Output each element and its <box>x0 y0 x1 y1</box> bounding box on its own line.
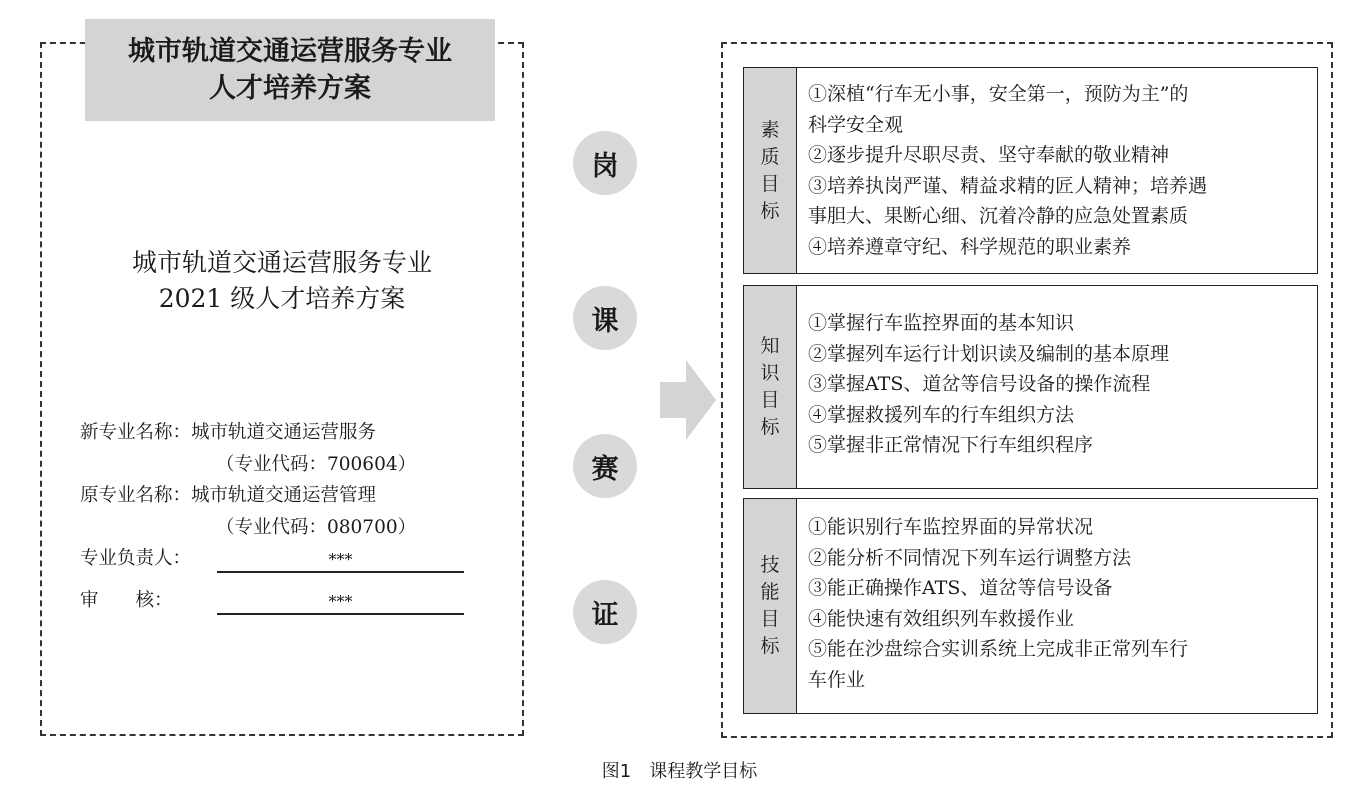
right-arrow-icon <box>660 360 716 440</box>
skill-goals-box <box>743 498 1318 714</box>
cover-header-line-2: 人才培养方案 <box>209 73 371 104</box>
list-item: 科学安全观 <box>808 113 904 136</box>
list-item: ①能识别行车监控界面的异常状况 <box>808 516 1094 538</box>
quality-goals-list <box>808 79 1313 262</box>
list-item: ③能正确操作ATS、道岔等信号设备 <box>808 577 1113 599</box>
circle-competition: 赛 <box>573 434 637 498</box>
quality-goals-label: 素 质 目 标 <box>744 68 797 273</box>
list-item: ④能快速有效组织列车救援作业 <box>808 607 1075 630</box>
new-major-code: （专业代码：700604） <box>216 454 417 475</box>
old-major-name-row <box>80 484 376 508</box>
document-title-line-1: 城市轨道交通运营服务专业 <box>131 248 432 277</box>
knowledge-goals-box <box>743 285 1318 489</box>
list-item: ④掌握救援列车的行车组织方法 <box>808 403 1075 426</box>
circle-certificate: 证 <box>573 580 637 644</box>
list-item: ③培养执岗严谨、精益求精的匠人精神；培养遇 <box>808 174 1208 197</box>
figure-caption: 图1 课程教学目标 <box>601 761 758 782</box>
skill-goals-label: 技 能 目 标 <box>744 499 797 713</box>
new-major-name-value: 城市轨道交通运营服务 <box>191 422 377 443</box>
list-item: ②逐步提升尽职尽责、坚守奉献的敬业精神 <box>808 144 1170 166</box>
old-major-name-value: 城市轨道交通运营管理 <box>191 485 377 506</box>
cover-header-box <box>85 19 495 121</box>
list-item: ④培养遵章守纪、科学规范的职业素养 <box>808 235 1132 258</box>
knowledge-goals-label: 知 识 目 标 <box>744 286 797 488</box>
list-item: ⑤掌握非正常情况下行车组织程序 <box>808 434 1094 456</box>
circle-post: 岗 <box>573 131 637 195</box>
list-item: ②掌握列车运行计划识读及编制的基本原理 <box>808 342 1170 365</box>
circle-course: 课 <box>573 286 637 350</box>
list-item: ③掌握ATS、道岔等信号设备的操作流程 <box>808 373 1151 395</box>
list-item: 事胆大、果断心细、沉着冷静的应急处置素质 <box>808 205 1189 227</box>
list-item: ⑤能在沙盘综合实训系统上完成非正常列车行 <box>808 638 1189 660</box>
review-value: *** <box>217 591 464 615</box>
list-item: ①掌握行车监控界面的基本知识 <box>808 312 1075 334</box>
new-major-name-label: 新专业名称： <box>80 422 192 443</box>
leader-label: 专业负责人： <box>80 548 192 569</box>
quality-goals-box <box>743 67 1318 274</box>
leader-value: *** <box>217 549 464 573</box>
list-item: ②能分析不同情况下列车运行调整方法 <box>808 546 1132 569</box>
review-label: 审 核： <box>80 590 173 611</box>
knowledge-goals-list <box>808 308 1313 461</box>
document-title <box>60 245 504 317</box>
document-cover-panel <box>40 42 524 736</box>
document-title-line-2: 2021 级人才培养方案 <box>158 284 406 313</box>
new-major-name-row <box>80 421 376 445</box>
skill-goals-list <box>808 512 1313 695</box>
list-item: ①深植“行车无小事，安全第一，预防为主”的 <box>808 83 1189 105</box>
old-major-code: （专业代码：080700） <box>216 517 417 538</box>
cover-header-line-1: 城市轨道交通运营服务专业 <box>128 36 452 67</box>
list-item: 车作业 <box>808 668 866 691</box>
old-major-name-label: 原专业名称： <box>80 485 192 506</box>
